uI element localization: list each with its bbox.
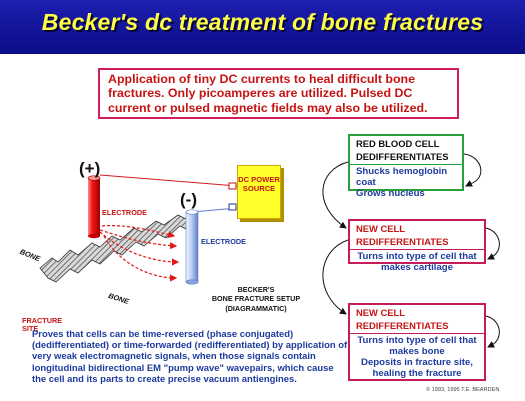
box2-line-2: makes cartilage (381, 262, 453, 273)
terminal-positive (229, 183, 236, 189)
setup-caption-line-2: BONE FRACTURE SETUP (211, 294, 301, 304)
terminal-negative (229, 204, 236, 210)
power-source-label: DC POWER SOURCE (238, 175, 280, 194)
box3-divider (350, 333, 484, 334)
box3-line-3: Deposits in fracture site, (361, 357, 473, 368)
electrode-positive-label: ELECTRODE (102, 208, 147, 217)
flow-loop-1 (464, 154, 481, 186)
box2-line-1: Turns into type of cell that (357, 251, 477, 262)
bone-shape (40, 212, 198, 282)
proof-text: Proves that cells can be time-reversed (phase conjugated) (dedifferentiated) or time-forwarded (redifferentiated) by application of very weak electromagnetic signals, when those signals contain longitudinal bidirectional EM "pump wave" wavepairs, which cause the cell and its parts to create precise vacuum antiengines. (32, 329, 348, 385)
electrode-negative (186, 210, 198, 284)
box1-line-1: Shucks hemoglobin coat (356, 166, 448, 188)
box2-heading-2: REDIFFERENTIATES (356, 236, 449, 247)
dc-power-source (237, 165, 281, 219)
electrode-negative-label: ELECTRODE (201, 237, 246, 246)
minus-label: (-) (180, 190, 197, 209)
slide-title: Becker's dc treatment of bone fractures (41, 9, 484, 35)
flow-loop-3 (486, 316, 499, 347)
bone-label-lower: BONE (107, 291, 131, 307)
copyright-notice: © 1993, 1995 T.E. BEARDEN (426, 387, 500, 393)
electrode-positive (88, 176, 100, 238)
flow-arrow-2 (323, 240, 348, 314)
fracture-site-label: FRACTURE SITE (22, 316, 63, 334)
flow-box-cartilage (348, 219, 486, 273)
box3-line-1: Turns into type of cell that (357, 335, 477, 346)
flow-loop-2 (486, 228, 499, 259)
bone-label-upper: BONE (18, 247, 42, 264)
box3-heading-1: NEW CELL (356, 307, 405, 318)
intro-text: Application of tiny DC currents to heal difficult bone fractures. Only picoamperes are utilized. Pulsed DC current or pulsed magnetic fields may also be utilized. (108, 72, 428, 115)
setup-caption-line-3: (DIAGRAMMATIC) (225, 303, 287, 313)
plus-label: (+) (79, 159, 101, 178)
box1-line-2: Grows nucleus (356, 188, 425, 199)
box1-heading-1: RED BLOOD CELL (356, 138, 440, 149)
box3-heading-2: REDIFFERENTIATES (356, 320, 449, 331)
flow-arrow-1 (323, 162, 348, 228)
box1-heading-2: DEDIFFERENTIATES (356, 151, 449, 162)
box2-divider (350, 249, 484, 250)
box2-heading-1: NEW CELL (356, 223, 405, 234)
flow-box-bone (348, 303, 486, 381)
box3-line-4: healing the fracture (372, 368, 462, 379)
box3-line-2: makes bone (389, 346, 445, 357)
wire-positive (100, 175, 237, 186)
setup-caption (191, 285, 321, 313)
box1-divider (350, 164, 462, 165)
flow-box-red-blood-cell (348, 134, 464, 199)
setup-caption-line-1: BECKER'S (237, 285, 275, 294)
